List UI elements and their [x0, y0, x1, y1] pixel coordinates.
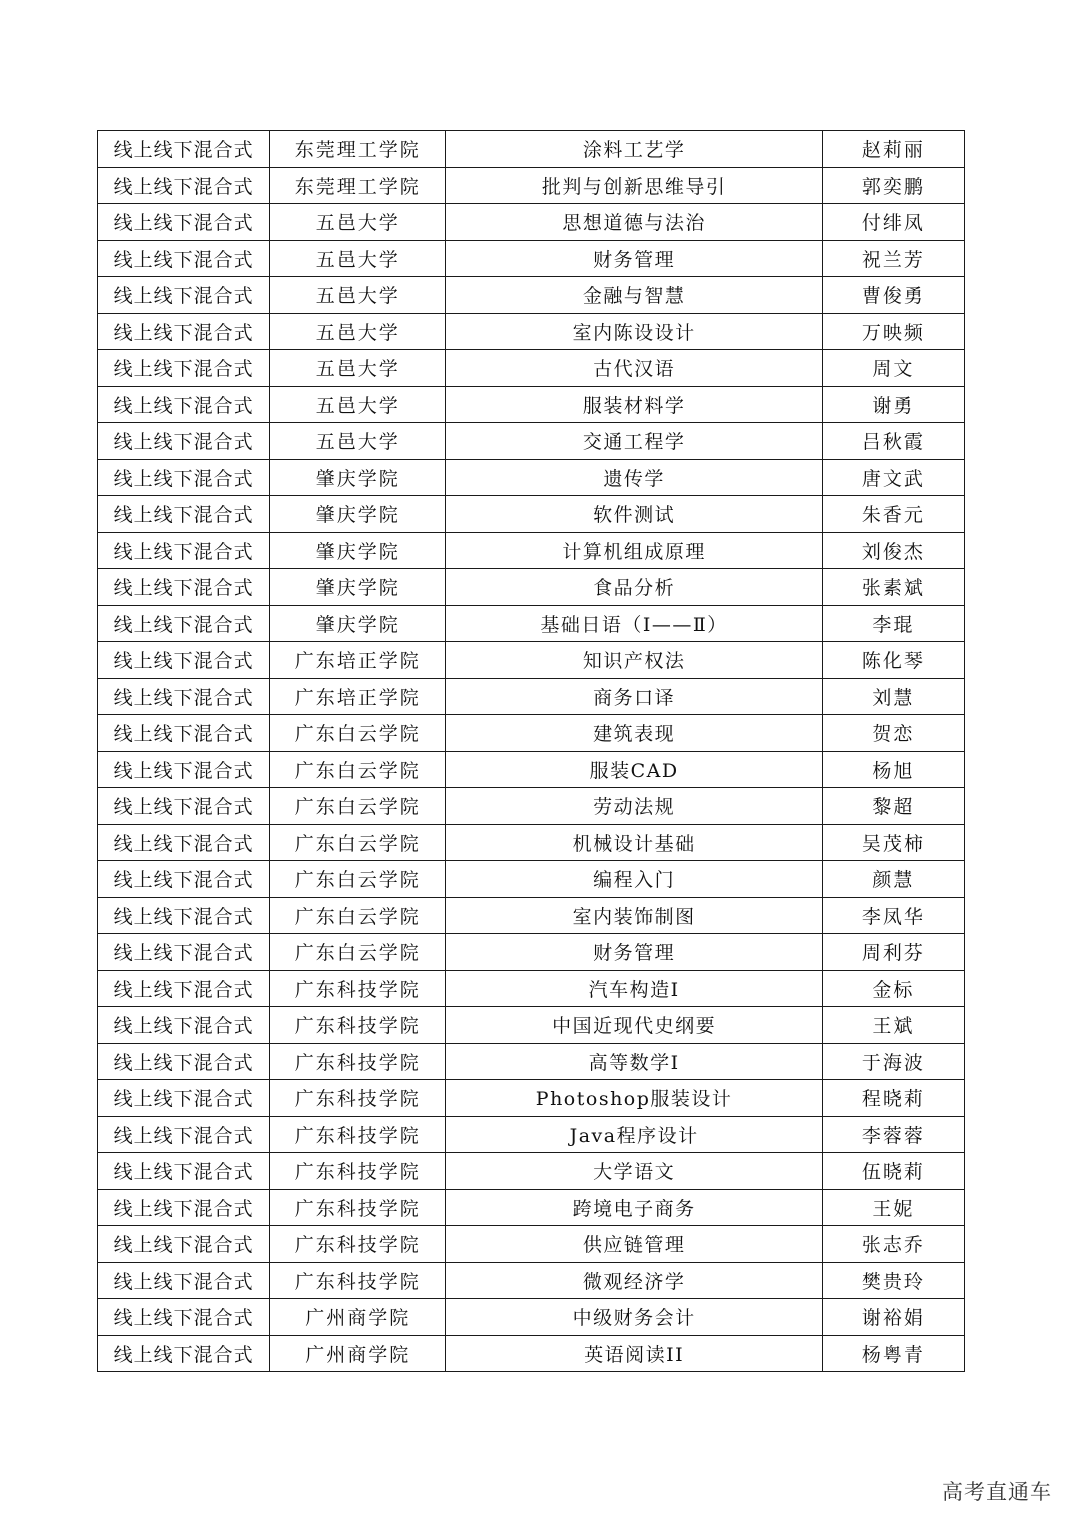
- teaching-mode-cell: 线上线下混合式: [98, 934, 270, 971]
- table-row: [98, 1189, 965, 1226]
- teaching-mode-cell: 线上线下混合式: [98, 1007, 270, 1044]
- teacher-cell: 唐文武: [822, 459, 964, 496]
- table-row: [98, 496, 965, 533]
- teaching-mode-cell: 线上线下混合式: [98, 1189, 270, 1226]
- teacher-cell: 吴茂柿: [822, 824, 964, 861]
- school-cell: 广州商学院: [270, 1299, 446, 1336]
- school-cell: 广东白云学院: [270, 934, 446, 971]
- teacher-cell: 郭奕鹏: [822, 167, 964, 204]
- teaching-mode-cell: 线上线下混合式: [98, 240, 270, 277]
- course-name-cell: 古代汉语: [446, 350, 822, 387]
- course-name-cell: 金融与智慧: [446, 277, 822, 314]
- teaching-mode-cell: 线上线下混合式: [98, 824, 270, 861]
- table-row: [98, 240, 965, 277]
- teaching-mode-cell: 线上线下混合式: [98, 1299, 270, 1336]
- teacher-cell: 谢裕娟: [822, 1299, 964, 1336]
- course-name-cell: 商务口译: [446, 678, 822, 715]
- teaching-mode-cell: 线上线下混合式: [98, 605, 270, 642]
- course-name-cell: 计算机组成原理: [446, 532, 822, 569]
- school-cell: 五邑大学: [270, 386, 446, 423]
- teacher-cell: 付绯凤: [822, 204, 964, 241]
- teacher-cell: 于海波: [822, 1043, 964, 1080]
- teaching-mode-cell: 线上线下混合式: [98, 313, 270, 350]
- school-cell: 五邑大学: [270, 313, 446, 350]
- course-name-cell: 涂料工艺学: [446, 131, 822, 168]
- course-name-cell: 知识产权法: [446, 642, 822, 679]
- school-cell: 肇庆学院: [270, 459, 446, 496]
- course-name-cell: 供应链管理: [446, 1226, 822, 1263]
- table-row: [98, 167, 965, 204]
- teaching-mode-cell: 线上线下混合式: [98, 277, 270, 314]
- course-name-cell: 交通工程学: [446, 423, 822, 460]
- teacher-cell: 谢勇: [822, 386, 964, 423]
- teaching-mode-cell: 线上线下混合式: [98, 1262, 270, 1299]
- teaching-mode-cell: 线上线下混合式: [98, 386, 270, 423]
- school-cell: 广东白云学院: [270, 861, 446, 898]
- course-name-cell: 批判与创新思维导引: [446, 167, 822, 204]
- teacher-cell: 杨粤青: [822, 1335, 964, 1372]
- teacher-cell: 祝兰芳: [822, 240, 964, 277]
- course-name-cell: Photoshop服装设计: [446, 1080, 822, 1117]
- teaching-mode-cell: 线上线下混合式: [98, 350, 270, 387]
- teacher-cell: 李蓉蓉: [822, 1116, 964, 1153]
- table-row: [98, 861, 965, 898]
- school-cell: 五邑大学: [270, 240, 446, 277]
- teaching-mode-cell: 线上线下混合式: [98, 861, 270, 898]
- teaching-mode-cell: 线上线下混合式: [98, 569, 270, 606]
- school-cell: 五邑大学: [270, 423, 446, 460]
- table-row: [98, 131, 965, 168]
- teaching-mode-cell: 线上线下混合式: [98, 678, 270, 715]
- table-row: [98, 970, 965, 1007]
- table-row: [98, 204, 965, 241]
- table-row: [98, 1299, 965, 1336]
- teacher-cell: 王妮: [822, 1189, 964, 1226]
- teaching-mode-cell: 线上线下混合式: [98, 642, 270, 679]
- teaching-mode-cell: 线上线下混合式: [98, 751, 270, 788]
- table-row: [98, 569, 965, 606]
- teaching-mode-cell: 线上线下混合式: [98, 459, 270, 496]
- teaching-mode-cell: 线上线下混合式: [98, 167, 270, 204]
- table-row: [98, 1007, 965, 1044]
- course-name-cell: 汽车构造Ⅰ: [446, 970, 822, 1007]
- table-row: [98, 715, 965, 752]
- teaching-mode-cell: 线上线下混合式: [98, 1080, 270, 1117]
- teacher-cell: 万映频: [822, 313, 964, 350]
- table-row: [98, 824, 965, 861]
- table-row: [98, 423, 965, 460]
- school-cell: 五邑大学: [270, 204, 446, 241]
- watermark-text: 高考直通车: [942, 1480, 1052, 1504]
- school-cell: 五邑大学: [270, 277, 446, 314]
- teaching-mode-cell: 线上线下混合式: [98, 1153, 270, 1190]
- table-row: [98, 386, 965, 423]
- school-cell: 广东白云学院: [270, 788, 446, 825]
- course-name-cell: 大学语文: [446, 1153, 822, 1190]
- course-name-cell: 软件测试: [446, 496, 822, 533]
- teacher-cell: 张志乔: [822, 1226, 964, 1263]
- course-name-cell: 室内装饰制图: [446, 897, 822, 934]
- school-cell: 肇庆学院: [270, 569, 446, 606]
- course-name-cell: 中级财务会计: [446, 1299, 822, 1336]
- table-row: [98, 1080, 965, 1117]
- teacher-cell: 王斌: [822, 1007, 964, 1044]
- school-cell: 广东科技学院: [270, 1262, 446, 1299]
- school-cell: 广东培正学院: [270, 678, 446, 715]
- teacher-cell: 程晓莉: [822, 1080, 964, 1117]
- teacher-cell: 颜慧: [822, 861, 964, 898]
- teacher-cell: 金标: [822, 970, 964, 1007]
- table-row: [98, 897, 965, 934]
- teacher-cell: 黎超: [822, 788, 964, 825]
- table-row: [98, 1226, 965, 1263]
- table-row: [98, 350, 965, 387]
- course-name-cell: 思想道德与法治: [446, 204, 822, 241]
- course-name-cell: 编程入门: [446, 861, 822, 898]
- teacher-cell: 朱香元: [822, 496, 964, 533]
- school-cell: 广东科技学院: [270, 1153, 446, 1190]
- teaching-mode-cell: 线上线下混合式: [98, 496, 270, 533]
- course-table: [97, 130, 965, 1372]
- table-row: [98, 788, 965, 825]
- table-row: [98, 1043, 965, 1080]
- school-cell: 广东科技学院: [270, 1080, 446, 1117]
- table-row: [98, 313, 965, 350]
- teacher-cell: 贺恋: [822, 715, 964, 752]
- teacher-cell: 赵莉丽: [822, 131, 964, 168]
- teaching-mode-cell: 线上线下混合式: [98, 423, 270, 460]
- table-row: [98, 277, 965, 314]
- teacher-cell: 杨旭: [822, 751, 964, 788]
- course-name-cell: 劳动法规: [446, 788, 822, 825]
- course-name-cell: 建筑表现: [446, 715, 822, 752]
- school-cell: 东莞理工学院: [270, 131, 446, 168]
- teaching-mode-cell: 线上线下混合式: [98, 1226, 270, 1263]
- course-name-cell: 财务管理: [446, 240, 822, 277]
- course-name-cell: 英语阅读II: [446, 1335, 822, 1372]
- teacher-cell: 李琨: [822, 605, 964, 642]
- course-name-cell: 遗传学: [446, 459, 822, 496]
- school-cell: 肇庆学院: [270, 605, 446, 642]
- teacher-cell: 周文: [822, 350, 964, 387]
- teacher-cell: 曹俊勇: [822, 277, 964, 314]
- teaching-mode-cell: 线上线下混合式: [98, 897, 270, 934]
- course-name-cell: 服装CAD: [446, 751, 822, 788]
- school-cell: 肇庆学院: [270, 532, 446, 569]
- teaching-mode-cell: 线上线下混合式: [98, 204, 270, 241]
- table-row: [98, 1116, 965, 1153]
- course-name-cell: 室内陈设设计: [446, 313, 822, 350]
- teacher-cell: 吕秋霞: [822, 423, 964, 460]
- school-cell: 广东白云学院: [270, 824, 446, 861]
- school-cell: 广东科技学院: [270, 1189, 446, 1226]
- school-cell: 广东科技学院: [270, 1226, 446, 1263]
- table-row: [98, 1262, 965, 1299]
- teaching-mode-cell: 线上线下混合式: [98, 788, 270, 825]
- course-name-cell: 微观经济学: [446, 1262, 822, 1299]
- school-cell: 广东科技学院: [270, 1007, 446, 1044]
- course-name-cell: 机械设计基础: [446, 824, 822, 861]
- school-cell: 广东白云学院: [270, 897, 446, 934]
- table-row: [98, 642, 965, 679]
- teacher-cell: 李凤华: [822, 897, 964, 934]
- teacher-cell: 周利芬: [822, 934, 964, 971]
- school-cell: 广东白云学院: [270, 715, 446, 752]
- teaching-mode-cell: 线上线下混合式: [98, 1043, 270, 1080]
- teacher-cell: 伍晓莉: [822, 1153, 964, 1190]
- table-row: [98, 605, 965, 642]
- course-name-cell: 食品分析: [446, 569, 822, 606]
- table-row: [98, 459, 965, 496]
- teacher-cell: 刘慧: [822, 678, 964, 715]
- school-cell: 五邑大学: [270, 350, 446, 387]
- course-name-cell: 基础日语（Ⅰ——Ⅱ）: [446, 605, 822, 642]
- teacher-cell: 樊贵玲: [822, 1262, 964, 1299]
- course-name-cell: Java程序设计: [446, 1116, 822, 1153]
- course-name-cell: 服装材料学: [446, 386, 822, 423]
- teaching-mode-cell: 线上线下混合式: [98, 131, 270, 168]
- school-cell: 肇庆学院: [270, 496, 446, 533]
- course-name-cell: 跨境电子商务: [446, 1189, 822, 1226]
- school-cell: 广东白云学院: [270, 751, 446, 788]
- school-cell: 东莞理工学院: [270, 167, 446, 204]
- teaching-mode-cell: 线上线下混合式: [98, 970, 270, 1007]
- teaching-mode-cell: 线上线下混合式: [98, 1335, 270, 1372]
- teaching-mode-cell: 线上线下混合式: [98, 715, 270, 752]
- teacher-cell: 张素斌: [822, 569, 964, 606]
- school-cell: 广东科技学院: [270, 1116, 446, 1153]
- teaching-mode-cell: 线上线下混合式: [98, 1116, 270, 1153]
- school-cell: 广东培正学院: [270, 642, 446, 679]
- school-cell: 广东科技学院: [270, 1043, 446, 1080]
- teaching-mode-cell: 线上线下混合式: [98, 532, 270, 569]
- teacher-cell: 陈化琴: [822, 642, 964, 679]
- school-cell: 广州商学院: [270, 1335, 446, 1372]
- school-cell: 广东科技学院: [270, 970, 446, 1007]
- teacher-cell: 刘俊杰: [822, 532, 964, 569]
- table-row: [98, 678, 965, 715]
- table-row: [98, 751, 965, 788]
- table-row: [98, 532, 965, 569]
- course-name-cell: 高等数学Ⅰ: [446, 1043, 822, 1080]
- table-row: [98, 1153, 965, 1190]
- course-table-body: [98, 131, 965, 1372]
- course-name-cell: 中国近现代史纲要: [446, 1007, 822, 1044]
- course-name-cell: 财务管理: [446, 934, 822, 971]
- table-row: [98, 934, 965, 971]
- table-row: [98, 1335, 965, 1372]
